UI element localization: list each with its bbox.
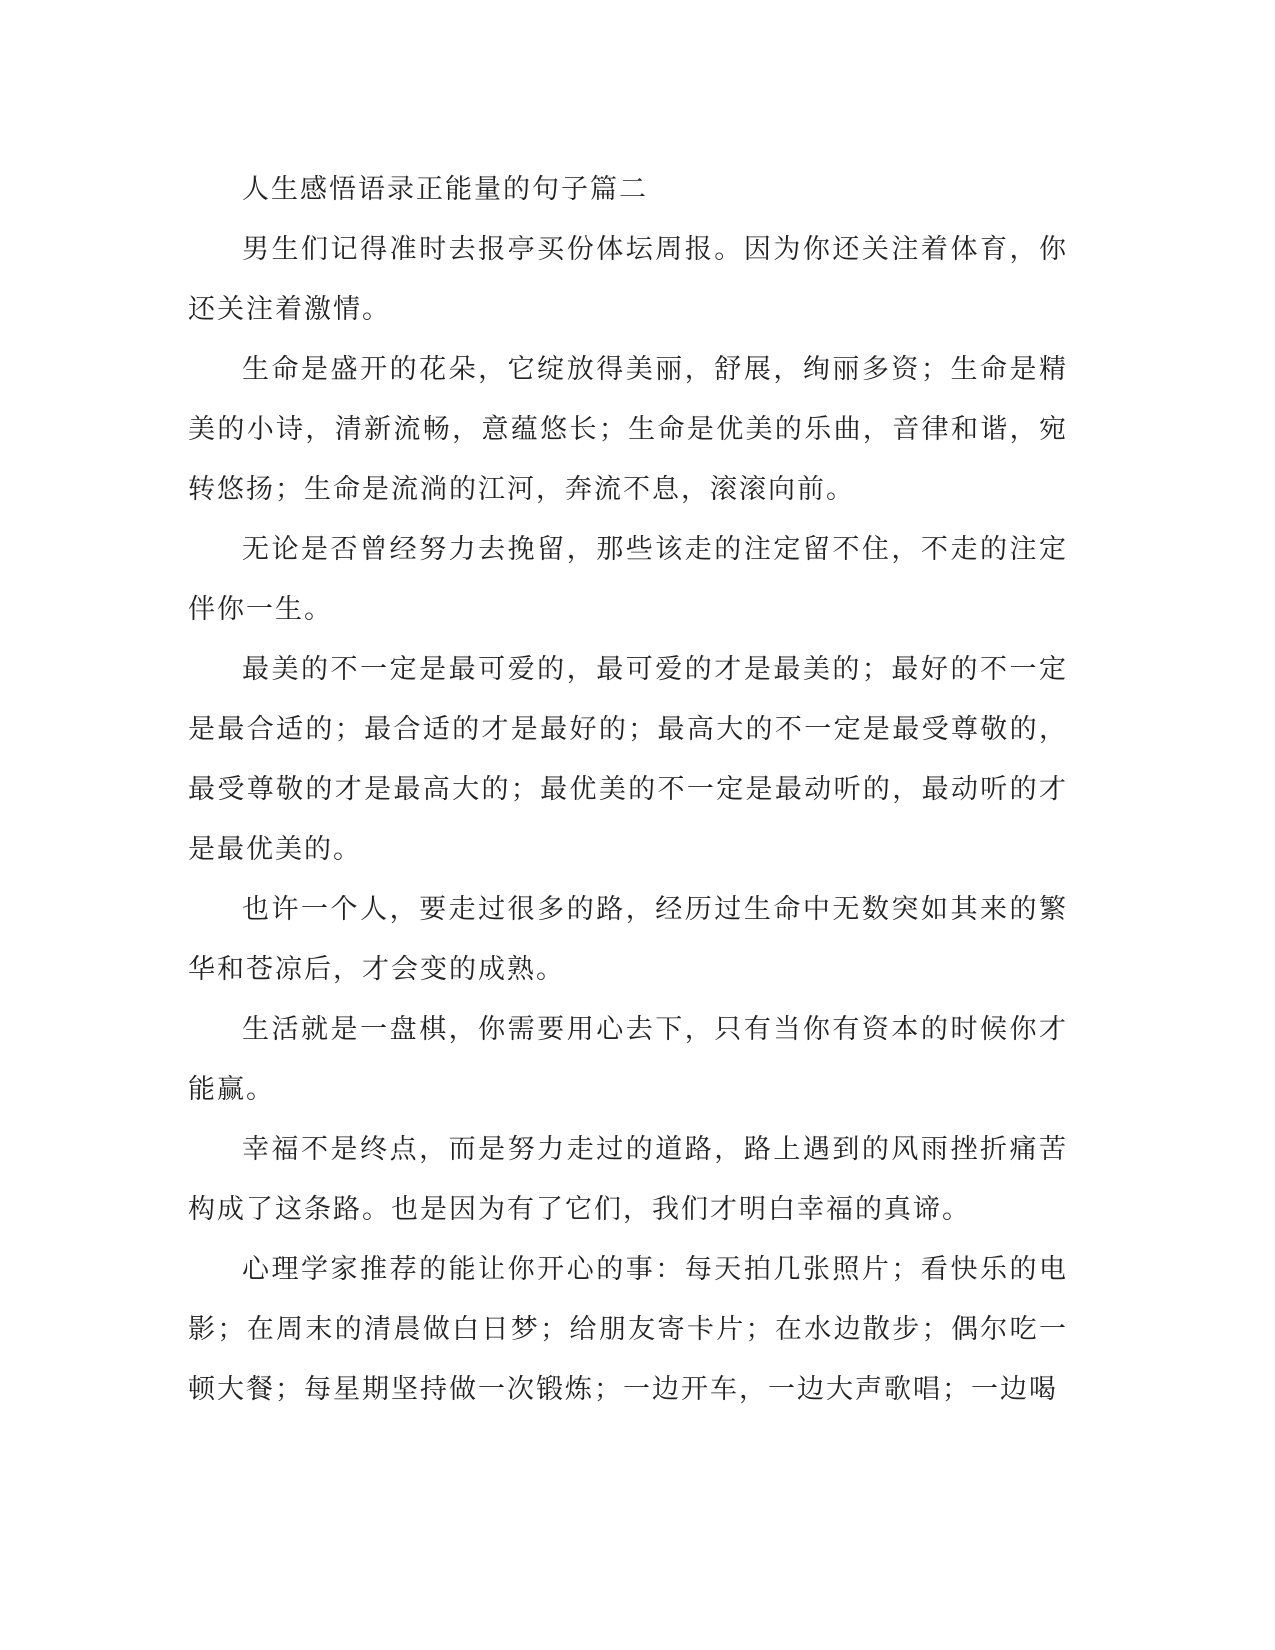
paragraph-8: 心理学家推荐的能让你开心的事：每天拍几张照片；看快乐的电影；在周末的清晨做白日梦；给朋友寄卡片；在水边散步；偶尔吃一顿大餐；每星期坚持做一次锻炼；一边开车，一边大声歌唱；一边喝	[188, 1254, 1068, 1405]
paragraph-5: 也许一个人，要走过很多的路，经历过生命中无数突如其来的繁华和苍凉后，才会变的成熟。	[188, 894, 1068, 985]
paragraph-6: 生活就是一盘棋，你需要用心去下，只有当你有资本的时候你才能赢。	[188, 1014, 1068, 1105]
paragraph-2: 生命是盛开的花朵，它绽放得美丽，舒展，绚丽多资；生命是精美的小诗，清新流畅，意蕴悠长；生命是优美的乐曲，音律和谐，宛转悠扬；生命是流淌的江河，奔流不息，滚滚向前。	[188, 354, 1068, 505]
paragraph-3: 无论是否曾经努力去挽留，那些该走的注定留不住，不走的注定伴你一生。	[188, 534, 1068, 625]
paragraph-7: 幸福不是终点，而是努力走过的道路，路上遇到的风雨挫折痛苦构成了这条路。也是因为有了它们，我们才明白幸福的真谛。	[188, 1134, 1068, 1225]
paragraph-4: 最美的不一定是最可爱的，最可爱的才是最美的；最好的不一定是最合适的；最合适的才是最好的；最高大的不一定是最受尊敬的，最受尊敬的才是最高大的；最优美的不一定是最动听的，最动听的才是最优美的。	[188, 654, 1068, 865]
paragraph-1: 男生们记得准时去报亭买份体坛周报。因为你还关注着体育，你还关注着激情。	[188, 234, 1068, 325]
document-body	[188, 160, 1068, 1420]
section-title: 人生感悟语录正能量的句子篇二	[242, 174, 648, 205]
